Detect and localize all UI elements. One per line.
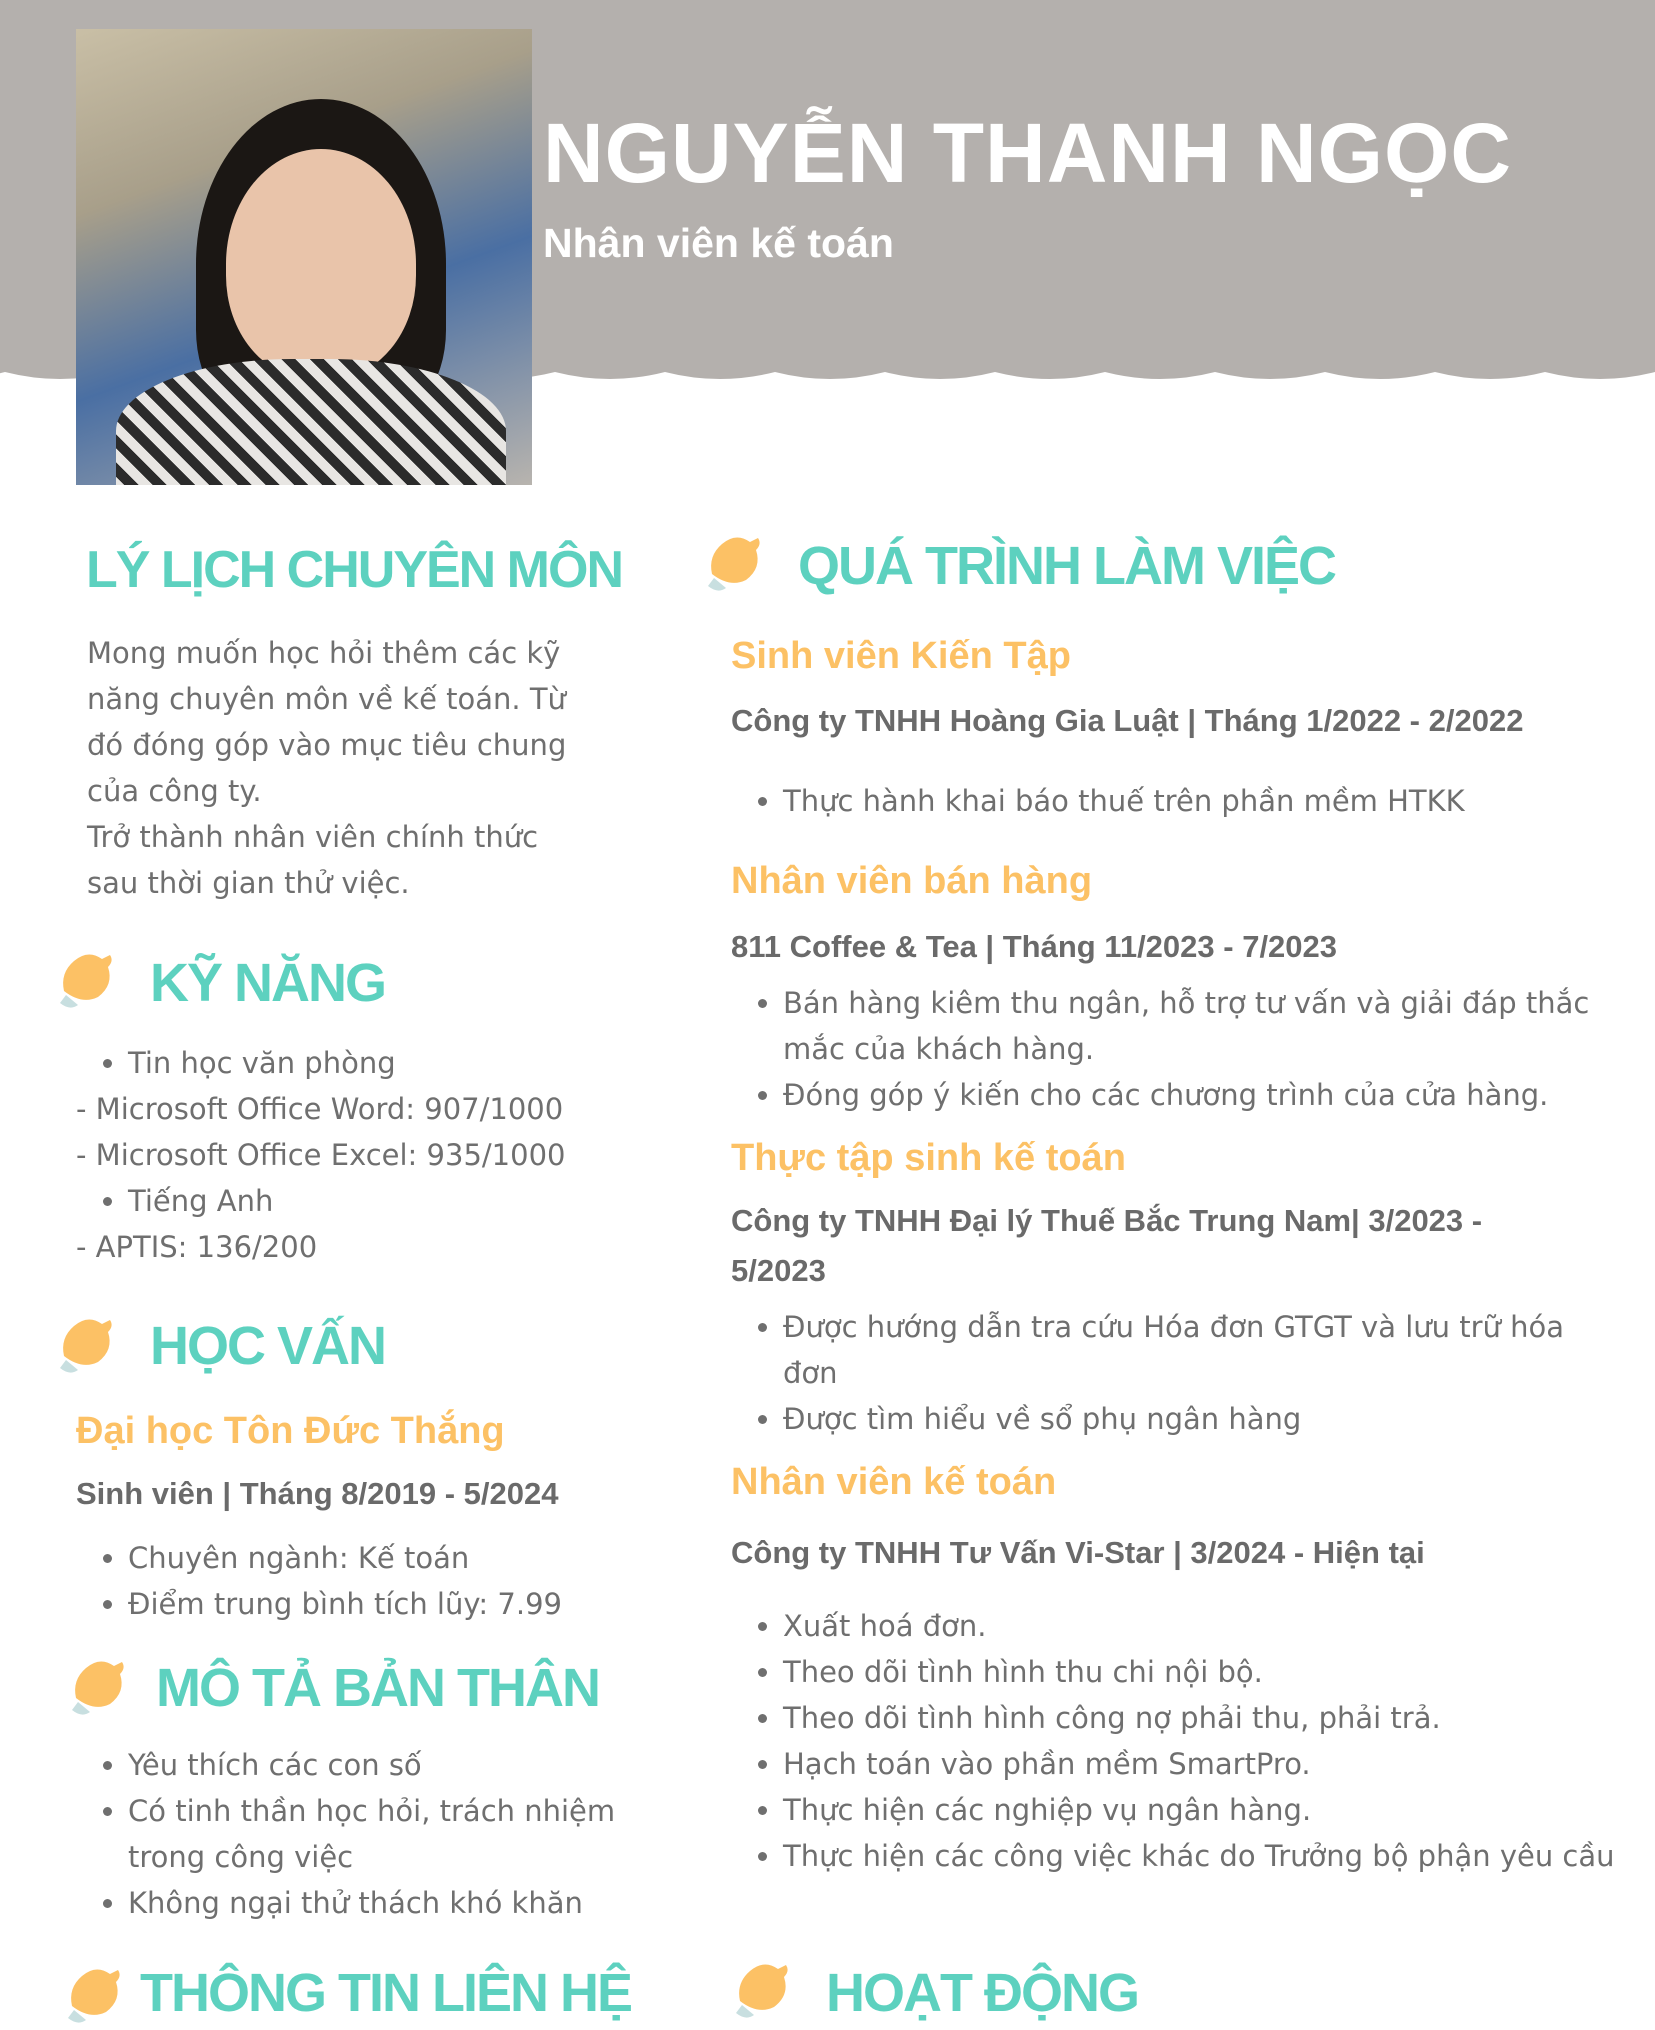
profile-photo	[76, 29, 532, 485]
job-item: • Thực hành khai báo thuế trên phần mềm HTKK	[783, 778, 1643, 824]
job-item: • Thực hiện các công việc khác do Trưởng bộ phận yêu cầu	[783, 1833, 1623, 1879]
about-item: • Không ngại thử thách khó khăn	[128, 1880, 648, 1926]
job-title: Nhân viên bán hàng	[731, 860, 1093, 902]
profile-line: Mong muốn học hỏi thêm các kỹ	[87, 636, 561, 670]
skill-aptis: - APTIS: 136/200	[76, 1230, 318, 1264]
skill-word: - Microsoft Office Word: 907/1000	[76, 1092, 564, 1126]
job-item: • Theo dõi tình hình công nợ phải thu, phải trả.	[783, 1695, 1623, 1741]
profile-line: sau thời gian thử việc.	[87, 866, 410, 900]
about-item: • Yêu thích các con số	[128, 1742, 648, 1788]
profile-line: Trở thành nhân viên chính thức	[87, 820, 539, 854]
contact-title: THÔNG TIN LIÊN HỆ	[140, 1963, 631, 2023]
profile-line: năng chuyên môn về kế toán. Từ	[87, 682, 566, 716]
job-item: • Được tìm hiểu về sổ phụ ngân hàng	[783, 1396, 1623, 1442]
job-items	[731, 1603, 1623, 1879]
photo-face	[226, 149, 416, 379]
job-title: Thực tập sinh kế toán	[731, 1137, 1126, 1179]
profile-line: của công ty.	[87, 774, 262, 808]
profile-line: đó đóng góp vào mục tiêu chung	[87, 728, 567, 762]
job-item: • Thực hiện các nghiệp vụ ngân hàng.	[783, 1787, 1623, 1833]
bell-icon	[64, 1652, 130, 1722]
skill-item: • Tin học văn phòng	[128, 1040, 396, 1086]
job-item: • Xuất hoá đơn.	[783, 1603, 1623, 1649]
job-items	[731, 980, 1603, 1118]
job-title: Sinh viên Kiến Tập	[731, 635, 1071, 677]
bell-icon	[52, 945, 118, 1015]
job-item: • Đóng góp ý kiến cho các chương trình của cửa hàng.	[783, 1072, 1603, 1118]
education-item: • Chuyên ngành: Kế toán	[128, 1535, 562, 1581]
education-list	[76, 1535, 562, 1627]
education-title: HỌC VẤN	[150, 1316, 386, 1376]
job-detail: 811 Coffee & Tea | Tháng 11/2023 - 7/2023	[731, 929, 1338, 964]
job-item: • Được hướng dẫn tra cứu Hóa đơn GTGT và lưu trữ hóa đơn	[783, 1304, 1623, 1396]
skill-excel: - Microsoft Office Excel: 935/1000	[76, 1138, 566, 1172]
candidate-role: Nhân viên kế toán	[543, 220, 894, 266]
job-items	[731, 778, 1643, 824]
bell-icon	[728, 1955, 794, 2025]
bell-icon	[700, 528, 766, 598]
education-detail: Sinh viên | Tháng 8/2019 - 5/2024	[76, 1476, 559, 1511]
experience-title: QUÁ TRÌNH LÀM VIỆC	[798, 536, 1335, 596]
skills-title: KỸ NĂNG	[150, 953, 386, 1013]
profile-title: LÝ LỊCH CHUYÊN MÔN	[86, 541, 622, 599]
education-item: • Điểm trung bình tích lũy: 7.99	[128, 1581, 562, 1627]
photo-shirt	[116, 359, 506, 485]
bell-icon	[60, 1960, 126, 2030]
job-detail: Công ty TNHH Tư Vấn Vi-Star | 3/2024 - Hiện tại	[731, 1535, 1425, 1570]
candidate-name: NGUYỄN THANH NGỌC	[543, 106, 1513, 200]
job-detail: Công ty TNHH Hoàng Gia Luật | Tháng 1/2022 - 2/2022	[731, 703, 1524, 738]
education-school: Đại học Tôn Đức Thắng	[76, 1410, 505, 1452]
job-title: Nhân viên kế toán	[731, 1461, 1057, 1503]
skills-list-2	[76, 1178, 273, 1224]
about-list	[76, 1742, 648, 1926]
job-item: • Theo dõi tình hình thu chi nội bộ.	[783, 1649, 1623, 1695]
skill-item: • Tiếng Anh	[128, 1178, 273, 1224]
about-item: • Có tinh thần học hỏi, trách nhiệm trong công việc	[128, 1788, 648, 1880]
profile-text	[87, 630, 566, 906]
job-items	[731, 1304, 1623, 1442]
job-detail: Công ty TNHH Đại lý Thuế Bắc Trung Nam| 3/2023 - 5/2023	[731, 1203, 1483, 1288]
bell-icon	[52, 1310, 118, 1380]
job-item: • Hạch toán vào phần mềm SmartPro.	[783, 1741, 1623, 1787]
activities-title: HOẠT ĐỘNG	[826, 1963, 1138, 2023]
about-title: MÔ TẢ BẢN THÂN	[156, 1658, 599, 1718]
job-item: • Bán hàng kiêm thu ngân, hỗ trợ tư vấn và giải đáp thắc mắc của khách hàng.	[783, 980, 1603, 1072]
skills-list	[76, 1040, 396, 1086]
